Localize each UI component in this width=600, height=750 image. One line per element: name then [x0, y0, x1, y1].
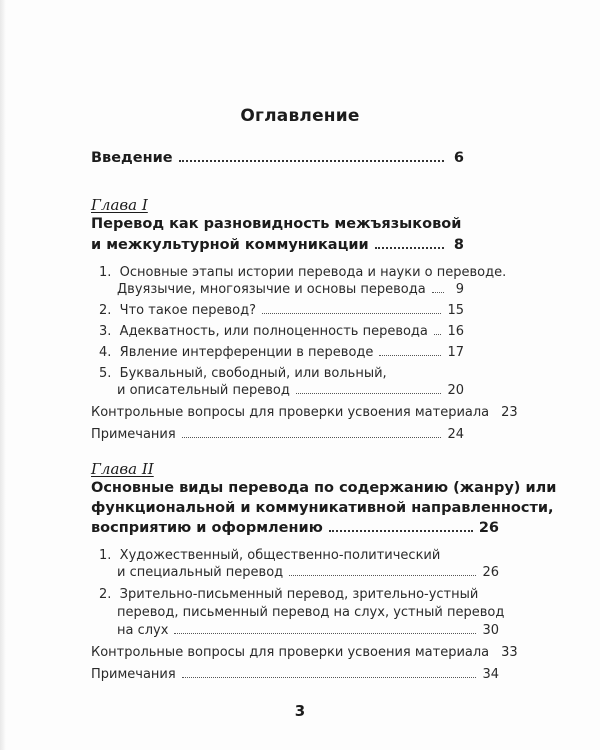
toc-item-number: 5. — [99, 366, 112, 381]
toc-item-page: 20 — [447, 383, 464, 398]
toc-item-2-1-line1[interactable] — [99, 548, 440, 563]
toc-item-number: 2. — [99, 303, 112, 318]
toc-item-1-2[interactable] — [99, 303, 464, 318]
chapter-heading-1-line1: Перевод как разновидность межъязыковой — [91, 216, 462, 232]
toc-item-1-5-line1[interactable] — [99, 366, 387, 381]
toc-item-page: 15 — [447, 303, 464, 318]
leader-dots — [174, 633, 476, 634]
chapter-heading-2-line3: восприятию и оформлению — [91, 520, 323, 536]
toc-item-number: 1. — [99, 265, 112, 280]
leader-dots — [375, 247, 444, 249]
toc-entry-notes-2[interactable] — [91, 667, 499, 682]
toc-item-text: Что такое перевод? — [119, 303, 256, 318]
toc-entry-page: 6 — [453, 150, 464, 166]
leader-dots — [289, 575, 476, 576]
leader-dots — [296, 393, 442, 394]
leader-dots — [432, 292, 444, 293]
toc-item-text: Адекватность, или полноценность перевода — [119, 324, 428, 339]
toc-item-2-2-line3[interactable] — [117, 623, 499, 638]
toc-item-text: и описательный перевод — [117, 383, 290, 398]
toc-entry-label: Контрольные вопросы для проверки усвоения материала — [91, 645, 490, 660]
page-number: 3 — [294, 702, 306, 720]
leader-dots — [262, 313, 441, 314]
toc-item-number: 3. — [99, 324, 112, 339]
toc-item-text: Художественный, общественно-политический — [119, 548, 441, 563]
toc-entry-questions-1[interactable] — [91, 405, 518, 420]
toc-item-text: Двуязычие, многоязычие и основы перевода — [117, 282, 426, 297]
toc-item-page: 30 — [482, 623, 499, 638]
toc-item-page: 9 — [455, 282, 464, 297]
toc-entry-label: Контрольные вопросы для проверки усвоения материала — [91, 405, 490, 420]
toc-item-text: на слух — [117, 623, 169, 638]
leader-dots — [182, 437, 442, 438]
toc-item-1-5-line2[interactable] — [117, 383, 464, 398]
chapter-heading-2-line1: Основные виды перевода по содержанию (жанру) или — [91, 480, 557, 496]
toc-item-text: Буквальный, свободный, или вольный, — [119, 366, 387, 381]
toc-item-text: Явление интерференции в переводе — [119, 345, 374, 360]
toc-item-number: 2. — [99, 587, 112, 602]
toc-item-text: Зрительно-письменный перевод, зрительно-устный — [119, 587, 479, 602]
toc-entry-page: 24 — [447, 427, 464, 442]
leader-dots — [182, 677, 477, 678]
toc-item-2-2-line2: перевод, письменный перевод на слух, устный перевод — [117, 605, 505, 620]
toc-item-page: 16 — [447, 324, 464, 339]
toc-item-page: 17 — [447, 345, 464, 360]
toc-item-2-2-line1[interactable] — [99, 587, 478, 602]
toc-entry-intro[interactable] — [91, 150, 464, 166]
toc-item-1-1-line1[interactable] — [99, 265, 506, 280]
toc-entry-label: Примечания — [91, 667, 176, 682]
toc-entry-page: 33 — [501, 645, 518, 660]
toc-item-page: 26 — [482, 565, 499, 580]
toc-item-1-1-line2[interactable] — [117, 282, 464, 297]
leader-dots — [434, 334, 442, 335]
toc-entry-label: Введение — [91, 150, 173, 166]
toc-item-2-1-line2[interactable] — [117, 565, 499, 580]
toc-entry-page: 23 — [501, 405, 518, 420]
toc-item-number: 1. — [99, 548, 112, 563]
toc-entry-page: 26 — [478, 520, 499, 536]
toc-entry-chapter-2[interactable] — [91, 520, 499, 536]
toc-entry-label: Примечания — [91, 427, 176, 442]
toc-title: Оглавление — [240, 106, 360, 126]
toc-item-1-3[interactable] — [99, 324, 464, 339]
leader-dots — [179, 160, 444, 162]
toc-entry-chapter-1[interactable] — [91, 237, 464, 253]
chapter-heading-1-line2: и межкультурной коммуникации — [91, 237, 369, 253]
chapter-label-2: Глава II — [91, 460, 154, 478]
toc-item-1-4[interactable] — [99, 345, 464, 360]
chapter-heading-2-line2: функциональной и коммуникативной направленности, — [91, 500, 554, 516]
toc-item-number: 4. — [99, 345, 112, 360]
toc-entry-page: 34 — [482, 667, 499, 682]
leader-dots — [329, 530, 473, 532]
chapter-label-1: Глава I — [91, 196, 148, 214]
toc-item-text: и специальный перевод — [117, 565, 284, 580]
toc-item-text: Основные этапы истории перевода и науки о переводе. — [119, 265, 507, 280]
toc-entry-page: 8 — [453, 237, 464, 253]
leader-dots — [379, 355, 441, 356]
toc-entry-questions-2[interactable] — [91, 645, 518, 660]
toc-entry-notes-1[interactable] — [91, 427, 464, 442]
